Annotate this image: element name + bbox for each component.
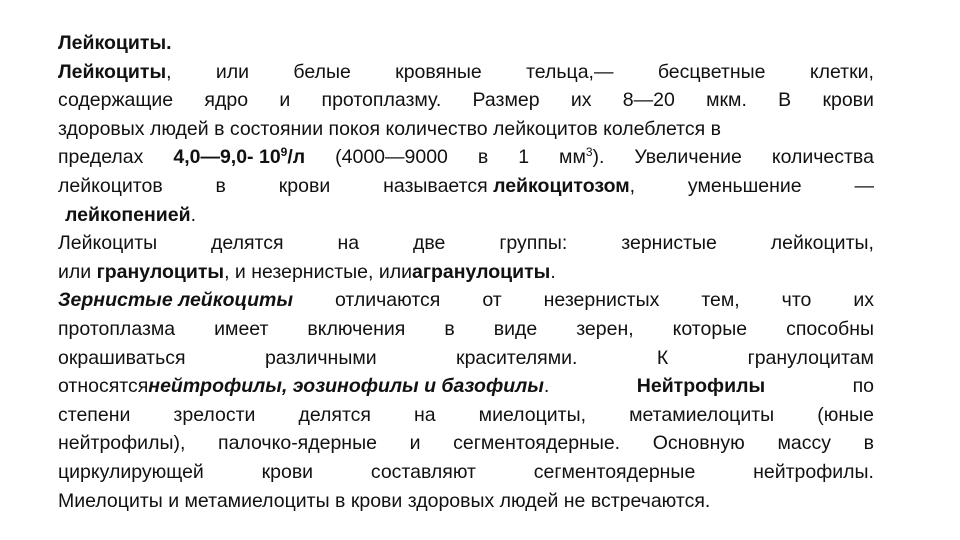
word: ). [592, 146, 605, 169]
word: зернистые [621, 232, 717, 255]
word: в [215, 174, 226, 197]
word: способны [786, 317, 874, 340]
word: содержащие [58, 89, 174, 112]
word: здоровых людей в состоянии покоя количество лейкоцитов колеблется в [58, 117, 721, 140]
word: . [190, 203, 197, 226]
word: мкм. [706, 89, 747, 112]
word: группы: [499, 232, 568, 255]
word: зерен, [576, 317, 634, 340]
word: тем, [701, 289, 740, 312]
word: , [166, 60, 172, 83]
word: протоплазму. [321, 89, 442, 112]
word: и [279, 89, 291, 112]
text-line-4 [58, 115, 874, 144]
word: нейтрофилы. [753, 460, 874, 483]
word: Лейкоциты [58, 232, 158, 255]
word: , и незернистые, или [224, 260, 413, 283]
word: крови [822, 89, 874, 112]
word: (юные [817, 403, 874, 426]
text-line-6 [58, 172, 874, 201]
word: Основную [652, 432, 745, 455]
bold-term: лейкопенией [65, 203, 191, 226]
word: . [550, 260, 556, 283]
text-line-5 [58, 143, 874, 172]
word-group [65, 201, 196, 230]
word: их [570, 89, 592, 112]
word: уменьшение [687, 174, 802, 197]
word: составляют [370, 460, 476, 483]
word-group [383, 172, 635, 201]
word: массу [777, 432, 831, 455]
word: делятся [211, 232, 284, 255]
word: нейтрофилы), [58, 432, 186, 455]
word: лейкоцитов [58, 174, 163, 197]
word: ядро [204, 89, 249, 112]
word: 8—20 [622, 89, 675, 112]
bold-term: Нейтрофилы [636, 375, 766, 398]
word: мм [559, 146, 586, 169]
word: на [414, 403, 436, 426]
word: от [482, 289, 502, 312]
text-line-10 [58, 286, 874, 315]
text-line-7 [58, 201, 874, 230]
word: пределах [58, 146, 144, 169]
text-line-8 [58, 229, 874, 258]
word: виде [493, 317, 538, 340]
word: их [853, 289, 874, 312]
word: 1 [518, 146, 530, 169]
word: что [781, 289, 812, 312]
word: красителями. [456, 346, 578, 369]
word: включения [307, 317, 406, 340]
bold-term: Лейкоциты [58, 60, 167, 83]
word: называется [383, 174, 488, 197]
word: В [778, 89, 792, 112]
text-line-11 [58, 315, 874, 344]
word: Увеличение [634, 146, 742, 169]
word: относятся [58, 375, 149, 398]
word-group [173, 143, 305, 172]
word: миелоциты, [478, 403, 587, 426]
word: в [863, 432, 874, 455]
text-line-16 [58, 458, 874, 487]
word: циркулирующей [58, 460, 204, 483]
word: бесцветные [657, 60, 766, 83]
bold-italic-term: нейтрофилы, эозинофилы и базофилы [148, 375, 544, 398]
word: и [409, 432, 421, 455]
word: К [656, 346, 669, 369]
text-line-13 [58, 372, 874, 401]
word: крови [261, 460, 314, 483]
word: (4000—9000 [335, 146, 448, 169]
word-group [58, 372, 549, 401]
word: гранулоцитам [747, 346, 874, 369]
word: на [337, 232, 360, 255]
word: степени [58, 403, 131, 426]
word: или [58, 260, 92, 283]
word: крови [278, 174, 331, 197]
word: незернистых [543, 289, 660, 312]
word: различными [264, 346, 377, 369]
word: Размер [472, 89, 540, 112]
bold-term: 4,0—9,0- 10 [173, 146, 281, 169]
word: в [477, 146, 489, 169]
word: лейкоциты, [770, 232, 874, 255]
word-group [559, 143, 604, 172]
word-group [58, 58, 172, 87]
text-line-15 [58, 429, 874, 458]
bold-term: агранулоциты [412, 260, 551, 283]
text-line-2 [58, 58, 874, 87]
word: в [444, 317, 455, 340]
word: сегментоядерные. [453, 432, 621, 455]
text-line-3 [58, 86, 874, 115]
word: тельца,— [526, 60, 614, 83]
word: метамиелоциты [629, 403, 775, 426]
superscript: 3 [585, 145, 593, 160]
superscript: 9 [280, 145, 288, 160]
bold-term: лейкоцитозом [493, 174, 630, 197]
word: кровяные [395, 60, 482, 83]
word: которые [672, 317, 748, 340]
word: — [854, 174, 874, 197]
bold-italic-term: Зернистые лейкоциты [58, 289, 293, 312]
word: клетки, [809, 60, 874, 83]
heading: Лейкоциты. [58, 32, 172, 54]
text-line-9 [58, 258, 874, 287]
word: палочко-ядерные [218, 432, 377, 455]
word: по [852, 375, 874, 398]
heading-line [58, 29, 874, 58]
word: зрелости [173, 403, 256, 426]
text-block [58, 29, 874, 515]
text-line-17 [58, 487, 874, 516]
word: отличаются [334, 289, 441, 312]
word: окрашиваться [58, 346, 186, 369]
word-group [58, 258, 556, 287]
text-line-12 [58, 344, 874, 373]
bold-term: /л [287, 146, 306, 169]
word: . [543, 375, 550, 398]
word: количества [771, 146, 874, 169]
word: белые [293, 60, 351, 83]
word: Миелоциты и метамиелоциты в крови здоровых людей не встречаются. [58, 489, 711, 512]
word: делятся [298, 403, 371, 426]
word: , [629, 174, 636, 197]
word: сегментоядерные [533, 460, 696, 483]
bold-term: гранулоциты [96, 260, 225, 283]
word: имеет [214, 317, 269, 340]
text-line-14 [58, 401, 874, 430]
word: две [413, 232, 446, 255]
word: или [215, 60, 250, 83]
word: протоплазма [58, 317, 176, 340]
